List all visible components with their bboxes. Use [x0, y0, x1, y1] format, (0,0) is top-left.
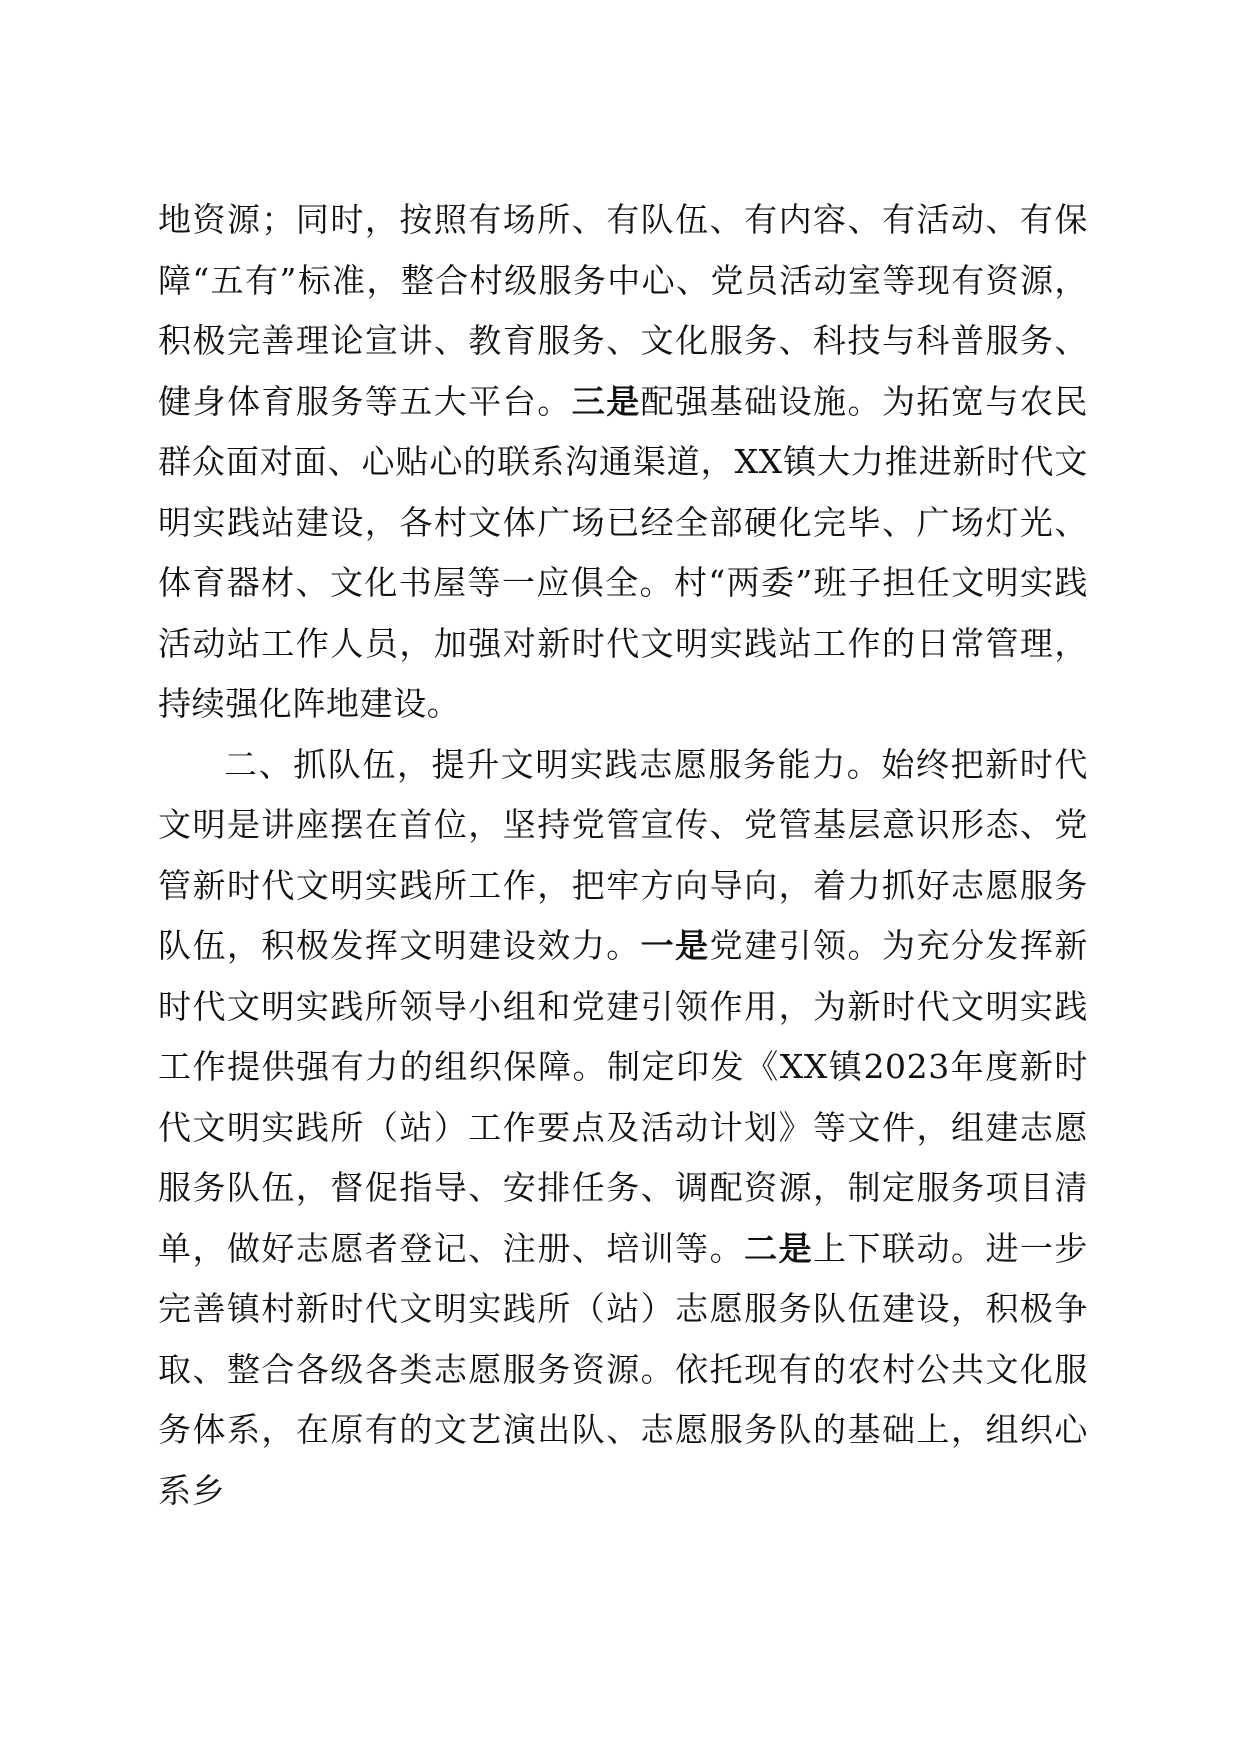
paragraph-2-text-1: 二、抓队伍，提升文明实践志愿服务能力。始终把新时代文明是讲座摆在首位，坚持党管宣传、党管基层意识形态、党管新时代文明实践所工作，把牢方向导向，着力抓好志愿服务队伍，积极发挥文明建设效力。 [158, 744, 1088, 965]
paragraph-1-text-1: 地资源；同时，按照有场所、有队伍、有内容、有活动、有保障“五有”标准，整合村级服务中心、党员活动室等现有资源，积极完善理论宣讲、教育服务、文化服务、科技与科普服务、健身体育服务等五大平台。 [158, 200, 1088, 421]
paragraph-2 [158, 735, 1088, 1522]
paragraph-1 [158, 190, 1088, 735]
paragraph-1-text-2: 配强基础设施。为拓宽与农民群众面对面、心贴心的联系沟通渠道，XX镇大力推进新时代文明实践站建设，各村文体广场已经全部硬化完毕、广场灯光、体育器材、文化书屋等一应俱全。村“两委”班子担任文明实践活动站工作人员，加强对新时代文明实践站工作的日常管理，持续强化阵地建设。 [158, 381, 1088, 723]
paragraph-2-text-3: 上下联动。进一步完善镇村新时代文明实践所（站）志愿服务队伍建设，积极争取、整合各级各类志愿服务资源。依托现有的农村公共文化服务体系，在原有的文艺演出队、志愿服务队的基础上，组织心系乡 [158, 1228, 1088, 1510]
document-body [158, 190, 1088, 1521]
paragraph-2-text-2: 党建引领。为充分发挥新时代文明实践所领导小组和党建引领作用，为新时代文明实践工作提供强有力的组织保障。制定印发《XX镇2023年度新时代文明实践所（站）工作要点及活动计划》等文件，组建志愿服务队伍，督促指导、安排任务、调配资源，制定服务项目清单，做好志愿者登记、注册、培训等。 [158, 926, 1088, 1268]
keyword-yishi: 一是 [640, 926, 710, 965]
keyword-sanshi: 三是 [571, 381, 641, 421]
keyword-ershi: 二是 [744, 1228, 814, 1268]
